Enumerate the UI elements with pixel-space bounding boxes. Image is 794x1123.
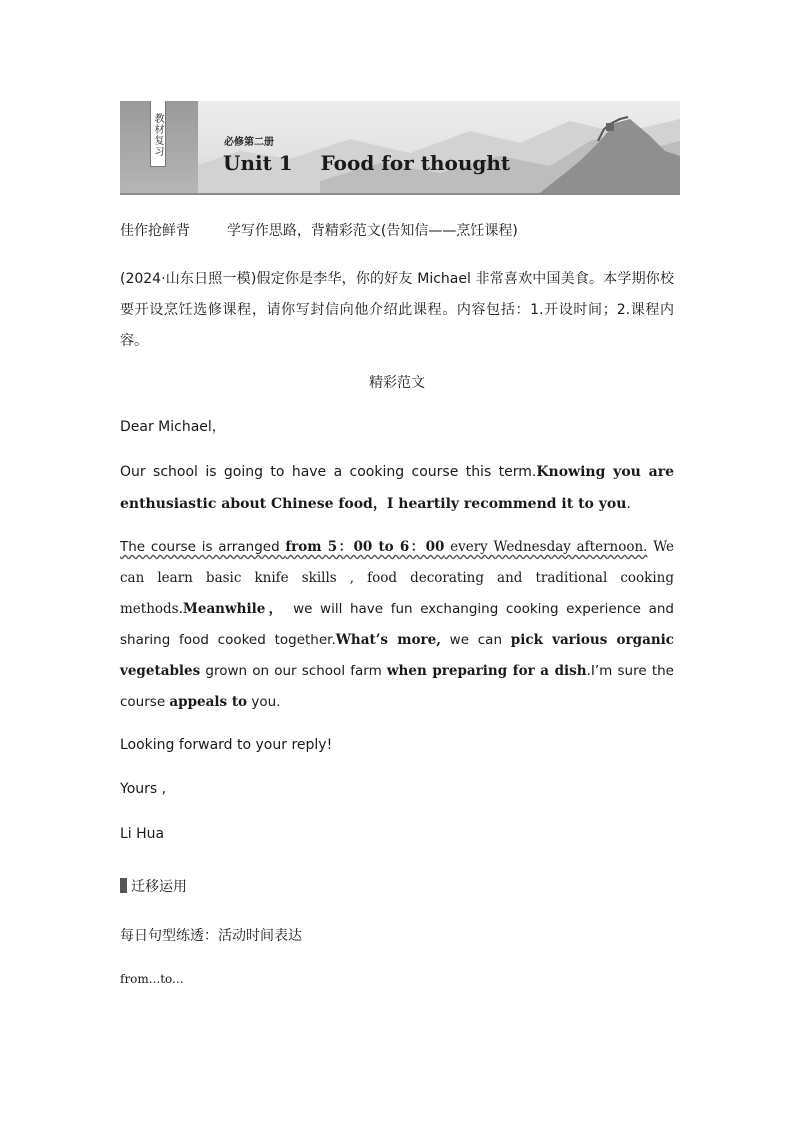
letter-paragraph-2	[120, 532, 674, 718]
p2-day: every Wednesday afternoon.	[444, 539, 648, 555]
letter-paragraph-1	[120, 456, 674, 520]
unit-banner	[120, 101, 680, 195]
transfer-subtitle: 每日句型练透：活动时间表达	[120, 928, 302, 944]
p2-whats-more: What’s more,	[335, 632, 441, 648]
p2-text-a: The course is arranged	[120, 539, 286, 555]
sample-title: 精彩范文	[369, 375, 425, 391]
p2-text-h: we can	[440, 632, 511, 648]
letter-signature: Li Hua	[120, 826, 165, 842]
p1-text: Our school is going to have a cooking course this term.	[120, 464, 537, 480]
p1-highlight: Knowing you are enthusiastic about Chinese food，I heartily recommend it to you	[120, 464, 675, 512]
p2-pick: pick various organic vegetables	[120, 632, 674, 679]
p2-end: you.	[247, 694, 281, 710]
p2-time: from 5：00 to 6：00	[285, 539, 445, 555]
p2-text-f: we will have fun exchanging cooking experience and sharing food cooked together.	[120, 601, 674, 648]
section-marker-icon	[120, 878, 127, 893]
tag-label: 教材复习	[150, 101, 166, 167]
letter-closing-2: Yours ,	[120, 781, 167, 797]
transfer-label: 迁移运用	[131, 879, 187, 895]
letter-closing-1: Looking forward to your reply!	[120, 737, 333, 753]
p2-text-l: .I’m sure the course	[120, 663, 674, 710]
section-label: 佳作抢鲜背	[120, 223, 190, 239]
writing-prompt: (2024·山东日照一模)假定你是李华，你的好友 Michael 非常喜欢中国美食。本学期你校要开设烹饪选修课程，请你写封信向他介绍此课程。内容包括：1.开设时间；2.课程内容。	[120, 271, 674, 349]
p2-when: when preparing for a dish	[386, 663, 587, 679]
p1-end: .	[626, 496, 631, 512]
p2-appeals: appeals to	[169, 694, 248, 710]
section-heading	[120, 220, 674, 240]
section-title: 学写作思路，背精彩范文(告知信——烹饪课程)	[226, 223, 518, 239]
transfer-pattern: from...to...	[120, 972, 184, 986]
mountain-landscape	[120, 101, 680, 193]
p2-text-d: We can learn basic knife skills , food decorating and traditional cooking methods.	[120, 539, 674, 617]
book-label: 必修第二册	[224, 137, 274, 148]
letter-greeting: Dear Michael，	[120, 419, 226, 435]
p2-text-j: grown on our school farm	[200, 663, 387, 679]
transfer-heading	[120, 876, 674, 896]
p2-meanwhile: Meanwhile，	[182, 601, 286, 617]
unit-title: Unit 1 Food for thought	[223, 151, 511, 175]
tag-strip	[120, 101, 198, 193]
